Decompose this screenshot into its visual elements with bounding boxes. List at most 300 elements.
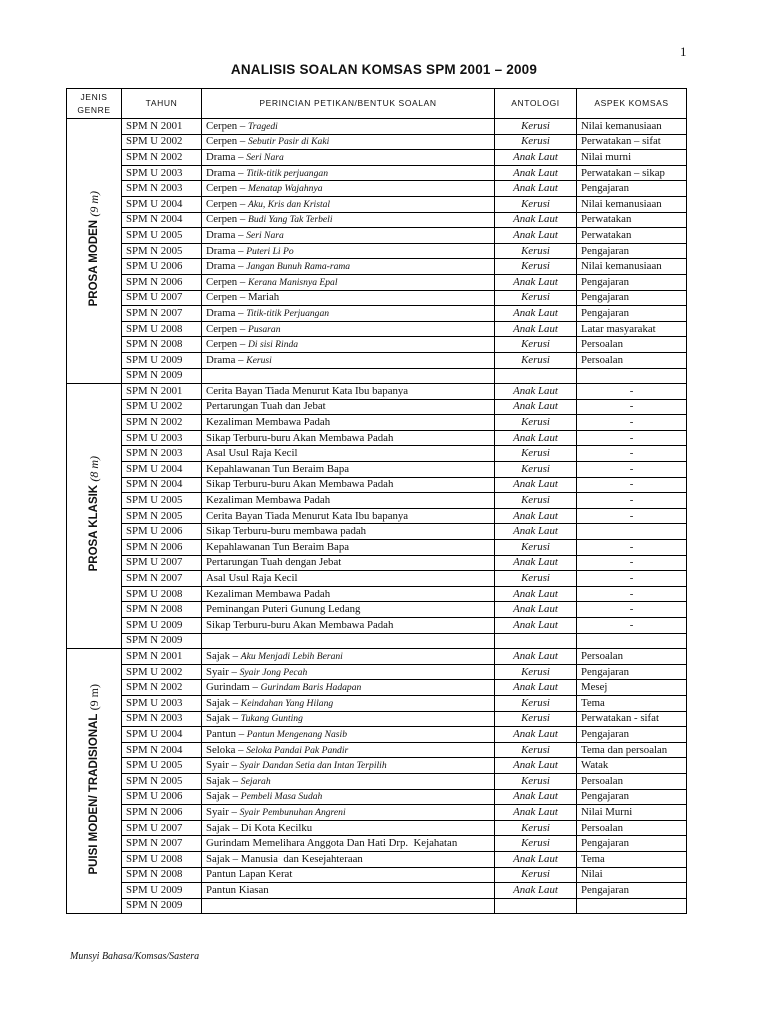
tahun-cell: SPM U 2002 <box>122 134 202 150</box>
genre-name: PROSA MODEN <box>87 220 100 307</box>
antologi-cell: Anak Laut <box>495 399 577 415</box>
antologi-cell: Anak Laut <box>495 228 577 244</box>
perincian-type: Drama – <box>206 260 247 273</box>
antologi-cell: Anak Laut <box>495 883 577 899</box>
perincian-cell <box>202 493 495 509</box>
perincian-cell <box>202 867 495 883</box>
tahun-cell: SPM U 2008 <box>122 586 202 602</box>
table-row <box>67 274 687 290</box>
perincian-title: Budi Yang Tak Terbeli <box>247 214 333 226</box>
table-row <box>67 867 687 883</box>
aspek-cell: Pengajaran <box>577 836 687 852</box>
perincian-title: Puteri Li Po <box>246 245 294 257</box>
antologi-cell: Kerusi <box>495 134 577 150</box>
perincian-title: Gurindam Baris Hadapan <box>260 682 362 694</box>
antologi-cell: Kerusi <box>495 711 577 727</box>
header-genre <box>67 89 122 119</box>
tahun-cell: SPM U 2005 <box>122 758 202 774</box>
aspek-cell: Mesej <box>577 680 687 696</box>
tahun-cell: SPM N 2006 <box>122 274 202 290</box>
antologi-cell: Anak Laut <box>495 618 577 634</box>
perincian-type: Cerita Bayan Tiada Menurut Kata Ibu bapanya <box>206 384 409 397</box>
tahun-cell: SPM N 2009 <box>122 633 202 649</box>
tahun-cell: SPM N 2002 <box>122 680 202 696</box>
table-row <box>67 618 687 634</box>
antologi-cell: Kerusi <box>495 337 577 353</box>
perincian-cell <box>202 711 495 727</box>
perincian-cell <box>202 196 495 212</box>
table-row <box>67 352 687 368</box>
aspek-cell: - <box>577 462 687 478</box>
table-row <box>67 555 687 571</box>
tahun-cell: SPM N 2004 <box>122 212 202 228</box>
tahun-cell: SPM N 2003 <box>122 181 202 197</box>
aspek-cell: Persoalan <box>577 352 687 368</box>
antologi-cell: Kerusi <box>495 415 577 431</box>
table-row <box>67 119 687 135</box>
perincian-type: Kepahlawanan Tun Beraim Bapa <box>206 540 350 553</box>
antologi-cell: Anak Laut <box>495 649 577 665</box>
table-row <box>67 789 687 805</box>
tahun-cell: SPM U 2007 <box>122 555 202 571</box>
aspek-cell: Latar masyarakat <box>577 321 687 337</box>
genre-cell <box>67 649 122 914</box>
table-row <box>67 633 687 649</box>
antologi-cell: Anak Laut <box>495 524 577 540</box>
aspek-cell: - <box>577 415 687 431</box>
table-row <box>67 462 687 478</box>
table-row <box>67 883 687 899</box>
page-number: 1 <box>680 44 687 59</box>
table-row <box>67 649 687 665</box>
perincian-type: Drama – <box>206 150 247 163</box>
perincian-type: Cerpen – <box>206 275 248 288</box>
perincian-type: Cerpen – <box>206 213 248 226</box>
table-row <box>67 306 687 322</box>
table-row <box>67 196 687 212</box>
antologi-cell: Kerusi <box>495 196 577 212</box>
perincian-cell <box>202 773 495 789</box>
perincian-type: Pantun Kiasan <box>206 883 269 896</box>
aspek-cell: Tema <box>577 695 687 711</box>
aspek-cell: Perwatakan – sifat <box>577 134 687 150</box>
antologi-cell <box>495 368 577 384</box>
perincian-type: Cerpen – Mariah <box>206 291 280 304</box>
antologi-cell: Kerusi <box>495 259 577 275</box>
table-row <box>67 430 687 446</box>
table-row <box>67 805 687 821</box>
antologi-cell: Kerusi <box>495 664 577 680</box>
perincian-cell <box>202 820 495 836</box>
perincian-type: Cerpen – <box>206 182 248 195</box>
perincian-type: Sajak – <box>206 696 241 709</box>
perincian-title: Jangan Bunuh Rama-rama <box>246 261 351 273</box>
aspek-cell: Perwatakan <box>577 212 687 228</box>
perincian-type: Drama – <box>206 306 247 319</box>
antologi-cell: Kerusi <box>495 836 577 852</box>
document-title: ANALISIS SOALAN KOMSAS SPM 2001 – 2009 <box>230 62 538 77</box>
tahun-cell: SPM U 2003 <box>122 165 202 181</box>
aspek-cell: Perwatakan – sikap <box>577 165 687 181</box>
perincian-title: Keindahan Yang Hilang <box>240 697 334 709</box>
perincian-type: Pertarungan Tuah dengan Jebat <box>206 556 342 569</box>
tahun-cell: SPM N 2006 <box>122 540 202 556</box>
perincian-cell <box>202 352 495 368</box>
aspek-cell: Persoalan <box>577 773 687 789</box>
tahun-cell: SPM U 2004 <box>122 196 202 212</box>
perincian-title: Titik-titik Perjuangan <box>246 307 330 319</box>
table-row <box>67 399 687 415</box>
perincian-cell <box>202 571 495 587</box>
aspek-cell <box>577 524 687 540</box>
aspek-cell: Nilai <box>577 867 687 883</box>
genre-cell <box>67 119 122 384</box>
aspek-cell: Pengajaran <box>577 306 687 322</box>
aspek-cell: Perwatakan - sifat <box>577 711 687 727</box>
perincian-cell <box>202 883 495 899</box>
aspek-cell: Pengajaran <box>577 290 687 306</box>
table-row <box>67 477 687 493</box>
perincian-type: Seloka – <box>206 743 247 756</box>
genre-cell <box>67 384 122 649</box>
perincian-cell <box>202 664 495 680</box>
tahun-cell: SPM U 2006 <box>122 259 202 275</box>
aspek-cell: Persoalan <box>577 337 687 353</box>
perincian-cell <box>202 898 495 914</box>
antologi-cell: Anak Laut <box>495 555 577 571</box>
aspek-cell: - <box>577 540 687 556</box>
perincian-cell <box>202 508 495 524</box>
antologi-cell: Anak Laut <box>495 212 577 228</box>
antologi-cell: Anak Laut <box>495 680 577 696</box>
aspek-cell: Tema dan persoalan <box>577 742 687 758</box>
perincian-title: Seri Nara <box>246 151 284 163</box>
aspek-cell: - <box>577 586 687 602</box>
tahun-cell: SPM U 2002 <box>122 399 202 415</box>
perincian-cell <box>202 415 495 431</box>
genre-marks: (8 m) <box>86 456 101 483</box>
tahun-cell: SPM N 2003 <box>122 446 202 462</box>
antologi-cell: Kerusi <box>495 290 577 306</box>
aspek-cell: Nilai kemanusiaan <box>577 119 687 135</box>
perincian-cell <box>202 680 495 696</box>
table-row <box>67 321 687 337</box>
aspek-cell: Watak <box>577 758 687 774</box>
perincian-type: Syair – <box>206 759 240 772</box>
perincian-cell <box>202 321 495 337</box>
tahun-cell: SPM U 2007 <box>122 290 202 306</box>
tahun-cell: SPM U 2005 <box>122 493 202 509</box>
header-genre-text: GENRE <box>77 104 111 115</box>
tahun-cell: SPM N 2007 <box>122 836 202 852</box>
antologi-cell: Kerusi <box>495 695 577 711</box>
perincian-type: Cerpen – <box>206 119 248 132</box>
tahun-cell: SPM U 2003 <box>122 430 202 446</box>
header-tahun: TAHUN <box>122 89 202 119</box>
perincian-cell <box>202 243 495 259</box>
aspek-cell: Pengajaran <box>577 789 687 805</box>
table-row <box>67 680 687 696</box>
perincian-type: Kepahlawanan Tun Beraim Bapa <box>206 462 350 475</box>
table-row <box>67 212 687 228</box>
header-jenis-text: JENIS <box>80 91 108 102</box>
aspek-cell: - <box>577 384 687 400</box>
table-row <box>67 664 687 680</box>
aspek-cell: - <box>577 477 687 493</box>
perincian-cell <box>202 337 495 353</box>
aspek-cell: Pengajaran <box>577 727 687 743</box>
genre-label <box>88 191 101 306</box>
table-row <box>67 540 687 556</box>
aspek-cell: - <box>577 602 687 618</box>
antologi-cell: Kerusi <box>495 243 577 259</box>
perincian-cell <box>202 368 495 384</box>
antologi-cell: Kerusi <box>495 493 577 509</box>
perincian-cell <box>202 789 495 805</box>
tahun-cell: SPM N 2001 <box>122 384 202 400</box>
perincian-cell <box>202 290 495 306</box>
perincian-title: Seloka Pandai Pak Pandir <box>246 744 349 756</box>
perincian-cell <box>202 134 495 150</box>
perincian-cell <box>202 851 495 867</box>
perincian-type: Drama – <box>206 353 247 366</box>
perincian-type: Sikap Terburu-buru Akan Membawa Padah <box>206 478 394 491</box>
antologi-cell: Anak Laut <box>495 321 577 337</box>
table-row <box>67 181 687 197</box>
tahun-cell: SPM N 2007 <box>122 306 202 322</box>
aspek-cell: Pengajaran <box>577 274 687 290</box>
tahun-cell: SPM U 2004 <box>122 462 202 478</box>
tahun-cell: SPM U 2009 <box>122 618 202 634</box>
genre-label <box>88 684 101 875</box>
perincian-cell <box>202 274 495 290</box>
tahun-cell: SPM U 2008 <box>122 321 202 337</box>
perincian-cell <box>202 727 495 743</box>
table-row <box>67 337 687 353</box>
aspek-cell: - <box>577 446 687 462</box>
perincian-cell <box>202 462 495 478</box>
perincian-cell <box>202 150 495 166</box>
perincian-cell <box>202 119 495 135</box>
antologi-cell: Anak Laut <box>495 181 577 197</box>
table-row <box>67 228 687 244</box>
perincian-cell <box>202 306 495 322</box>
antologi-cell: Kerusi <box>495 462 577 478</box>
perincian-type: Cerpen – <box>206 338 248 351</box>
tahun-cell: SPM U 2006 <box>122 524 202 540</box>
perincian-type: Sajak – Manusia dan Kesejahteraan <box>206 852 363 865</box>
perincian-type: Drama – <box>206 228 247 241</box>
perincian-title: Syair Jong Pecah <box>239 666 308 678</box>
perincian-cell <box>202 602 495 618</box>
tahun-cell: SPM U 2007 <box>122 820 202 836</box>
perincian-cell <box>202 618 495 634</box>
perincian-title: Kerusi <box>246 354 272 366</box>
antologi-cell: Anak Laut <box>495 306 577 322</box>
tahun-cell: SPM N 2005 <box>122 773 202 789</box>
table-row <box>67 571 687 587</box>
antologi-cell: Kerusi <box>495 540 577 556</box>
antologi-cell: Kerusi <box>495 571 577 587</box>
perincian-cell <box>202 586 495 602</box>
perincian-type: Gurindam Memelihara Anggota Dan Hati Drp. Kejahatan <box>206 837 458 850</box>
perincian-title: Pembeli Masa Sudah <box>240 791 323 803</box>
perincian-cell <box>202 477 495 493</box>
antologi-cell <box>495 898 577 914</box>
tahun-cell: SPM N 2001 <box>122 119 202 135</box>
perincian-cell <box>202 633 495 649</box>
perincian-type: Drama – <box>206 166 247 179</box>
perincian-title: Menatap Wajahnya <box>247 183 323 195</box>
perincian-type: Asal Usul Raja Kecil <box>206 572 298 585</box>
genre-label <box>88 456 101 571</box>
tahun-cell: SPM N 2002 <box>122 150 202 166</box>
antologi-cell: Kerusi <box>495 742 577 758</box>
aspek-cell: Persoalan <box>577 820 687 836</box>
perincian-type: Sajak – <box>206 712 241 725</box>
antologi-cell: Anak Laut <box>495 384 577 400</box>
aspek-cell <box>577 633 687 649</box>
perincian-cell <box>202 540 495 556</box>
antologi-cell: Anak Laut <box>495 150 577 166</box>
perincian-cell <box>202 805 495 821</box>
perincian-cell <box>202 758 495 774</box>
table-row <box>67 898 687 914</box>
perincian-type: Kezaliman Membawa Padah <box>206 416 331 429</box>
table-row <box>67 742 687 758</box>
header-row <box>67 89 687 119</box>
antologi-cell: Kerusi <box>495 773 577 789</box>
antologi-cell <box>495 633 577 649</box>
table-row <box>67 695 687 711</box>
antologi-cell: Anak Laut <box>495 602 577 618</box>
table-row <box>67 727 687 743</box>
table-row <box>67 493 687 509</box>
aspek-cell: - <box>577 555 687 571</box>
tahun-cell: SPM N 2001 <box>122 649 202 665</box>
antologi-cell: Kerusi <box>495 119 577 135</box>
perincian-title: Kerana Manisnya Epal <box>247 276 338 288</box>
perincian-cell <box>202 430 495 446</box>
table-row <box>67 243 687 259</box>
perincian-type: Pertarungan Tuah dan Jebat <box>206 400 326 413</box>
footer-text: Munsyi Bahasa/Komsas/Sastera <box>70 951 200 962</box>
perincian-type: Sajak – Di Kota Kecilku <box>206 821 313 834</box>
tahun-cell: SPM U 2003 <box>122 695 202 711</box>
aspek-cell <box>577 368 687 384</box>
aspek-cell: Pengajaran <box>577 664 687 680</box>
perincian-title: Syair Dandan Setia dan Intan Terpilih <box>239 760 387 772</box>
antologi-cell: Kerusi <box>495 820 577 836</box>
tahun-cell: SPM U 2004 <box>122 727 202 743</box>
perincian-type: Pantun Lapan Kerat <box>206 868 293 881</box>
tahun-cell: SPM N 2007 <box>122 571 202 587</box>
perincian-type: Sajak – <box>206 790 241 803</box>
antologi-cell: Anak Laut <box>495 851 577 867</box>
perincian-type: Syair – <box>206 805 240 818</box>
perincian-type: Syair – <box>206 665 240 678</box>
aspek-cell: Nilai Murni <box>577 805 687 821</box>
perincian-type: Peminangan Puteri Gunung Ledang <box>206 603 361 616</box>
table-row <box>67 524 687 540</box>
tahun-cell: SPM U 2006 <box>122 789 202 805</box>
perincian-cell <box>202 555 495 571</box>
table-row <box>67 508 687 524</box>
tahun-cell: SPM N 2008 <box>122 867 202 883</box>
table-row <box>67 836 687 852</box>
genre-name: PROSA KLASIK <box>87 485 100 572</box>
perincian-cell <box>202 399 495 415</box>
perincian-title: Syair Pembunuhan Angreni <box>239 806 346 818</box>
antologi-cell: Anak Laut <box>495 805 577 821</box>
table-row <box>67 150 687 166</box>
aspek-cell: Nilai murni <box>577 150 687 166</box>
table-row <box>67 602 687 618</box>
table-row <box>67 773 687 789</box>
tahun-cell: SPM N 2009 <box>122 368 202 384</box>
genre-marks: (9 m) <box>86 191 101 218</box>
perincian-title: Aku, Kris dan Kristal <box>247 198 331 210</box>
aspek-cell: - <box>577 399 687 415</box>
table-row <box>67 851 687 867</box>
table-row <box>67 758 687 774</box>
aspek-cell: - <box>577 618 687 634</box>
perincian-type: Gurindam – <box>206 681 261 694</box>
analysis-table <box>66 88 687 914</box>
aspek-cell: - <box>577 493 687 509</box>
antologi-cell: Kerusi <box>495 867 577 883</box>
perincian-title: Titik-titik perjuangan <box>246 167 328 179</box>
tahun-cell: SPM N 2003 <box>122 711 202 727</box>
perincian-title: Di sisi Rinda <box>247 339 299 351</box>
header-antologi: ANTOLOGI <box>495 89 577 119</box>
table-row <box>67 711 687 727</box>
perincian-title: Sejarah <box>240 775 271 787</box>
antologi-cell: Anak Laut <box>495 430 577 446</box>
perincian-type: Sikap Terburu-buru membawa padah <box>206 525 367 538</box>
perincian-title: Sebutir Pasir di Kaki <box>247 136 330 148</box>
table-row <box>67 290 687 306</box>
perincian-type: Kezaliman Membawa Padah <box>206 587 331 600</box>
tahun-cell: SPM N 2004 <box>122 742 202 758</box>
header-aspek: ASPEK KOMSAS <box>577 89 687 119</box>
aspek-cell: - <box>577 430 687 446</box>
perincian-cell <box>202 228 495 244</box>
tahun-cell: SPM N 2008 <box>122 337 202 353</box>
table-row <box>67 384 687 400</box>
perincian-type: Drama – <box>206 244 247 257</box>
tahun-cell: SPM U 2009 <box>122 352 202 368</box>
perincian-type: Kezaliman Membawa Padah <box>206 494 331 507</box>
perincian-cell <box>202 524 495 540</box>
tahun-cell: SPM N 2002 <box>122 415 202 431</box>
perincian-cell <box>202 695 495 711</box>
table-row <box>67 446 687 462</box>
perincian-cell <box>202 181 495 197</box>
perincian-title: Tukang Gunting <box>240 713 303 725</box>
aspek-cell: Nilai kemanusiaan <box>577 259 687 275</box>
antologi-cell: Anak Laut <box>495 789 577 805</box>
antologi-cell: Anak Laut <box>495 165 577 181</box>
tahun-cell: SPM N 2006 <box>122 805 202 821</box>
aspek-cell: Perwatakan <box>577 228 687 244</box>
table-row <box>67 134 687 150</box>
aspek-cell: - <box>577 508 687 524</box>
perincian-title: Tragedi <box>247 120 278 132</box>
tahun-cell: SPM U 2002 <box>122 664 202 680</box>
table-row <box>67 368 687 384</box>
perincian-cell <box>202 446 495 462</box>
